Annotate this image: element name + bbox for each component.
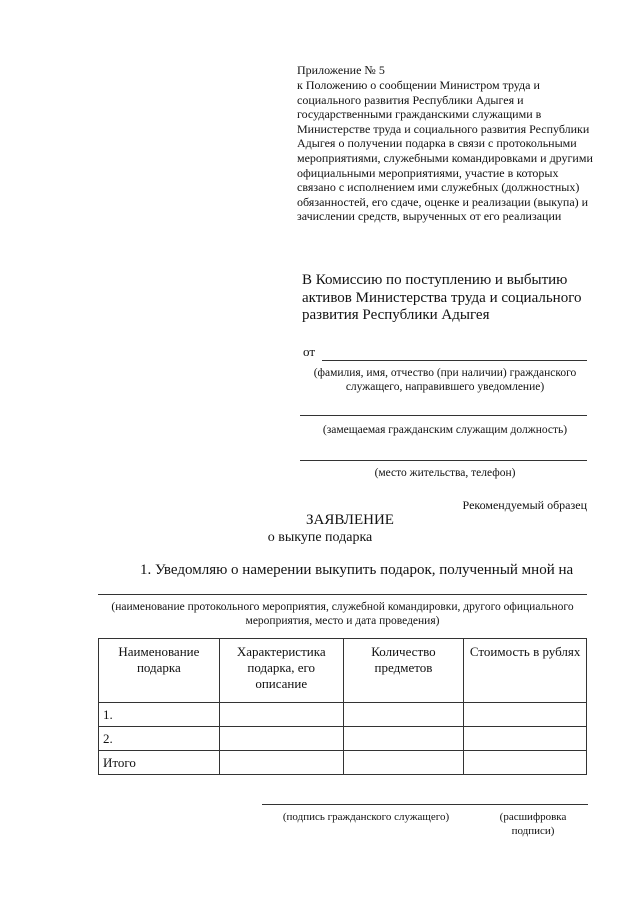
statement-subtitle: о выкупе подарка — [267, 530, 373, 545]
header-gift-name: Наименование подарка — [99, 639, 220, 703]
address-caption: (место жительства, телефон) — [374, 467, 516, 479]
statement-title: ЗАЯВЛЕНИЕ — [306, 512, 394, 528]
table-cell[interactable]: 2. — [99, 727, 220, 751]
table-cell[interactable] — [219, 727, 343, 751]
table-cell[interactable] — [464, 751, 587, 775]
appendix-title: Приложение № 5 — [297, 63, 385, 77]
table-cell[interactable] — [464, 727, 587, 751]
commission-addressee: В Комиссию по поступлению и выбытию активов Министерства труда и социального развития Республики Адыгея — [302, 272, 582, 323]
event-line — [98, 594, 587, 595]
notification-text: 1. Уведомляю о намерении выкупить подарок, полученный мной на — [140, 562, 574, 578]
table-cell[interactable] — [343, 727, 464, 751]
name-caption: (фамилия, имя, отчество (при наличии) гражданского служащего, направившего уведомление) — [313, 367, 577, 393]
table-cell[interactable] — [464, 703, 587, 727]
from-label: от — [303, 344, 316, 359]
table-total-row — [99, 751, 587, 775]
sample-label: Рекомендуемый образец — [462, 498, 587, 512]
header-cost: Стоимость в рублях — [464, 639, 587, 703]
table-header-row — [99, 639, 587, 703]
table-cell[interactable]: 1. — [99, 703, 220, 727]
signature-decoding-caption: (расшифровка подписи) — [499, 811, 567, 837]
signature-line — [262, 804, 588, 805]
table-cell[interactable]: Итого — [99, 751, 220, 775]
name-line — [322, 360, 587, 361]
position-caption: (замещаемая гражданским служащим должность) — [322, 424, 568, 436]
table-cell[interactable] — [219, 751, 343, 775]
table-cell[interactable] — [343, 703, 464, 727]
table-row — [99, 727, 587, 751]
table-cell[interactable] — [343, 751, 464, 775]
gifts-table — [98, 638, 587, 775]
header-quantity: Количество предметов — [343, 639, 464, 703]
header-description: Характеристика подарка, его описание — [219, 639, 343, 703]
address-line — [300, 460, 587, 461]
position-line — [300, 415, 587, 416]
table-row — [99, 703, 587, 727]
event-caption: (наименование протокольного мероприятия, служебной командировки, другого официального мероприятия, место и дата проведения) — [111, 601, 574, 627]
appendix-description: к Положению о сообщении Министром труда и социального развития Республики Адыгея и государственными гражданскими служащими в Министерстве труда и социального развития Республики Адыгея о получении подарка в связи с протокольными мероприятиями, служебными командировками и другими официальными мероприятиями, участие в которых связано с исполнением ими служебных (должностных) обязанностей, его сдаче, оценке и реализации (выкупа) и зачислении средств, вырученных от его реализации — [297, 78, 593, 224]
signature-caption: (подпись гражданского служащего) — [282, 811, 450, 823]
table-cell[interactable] — [219, 703, 343, 727]
